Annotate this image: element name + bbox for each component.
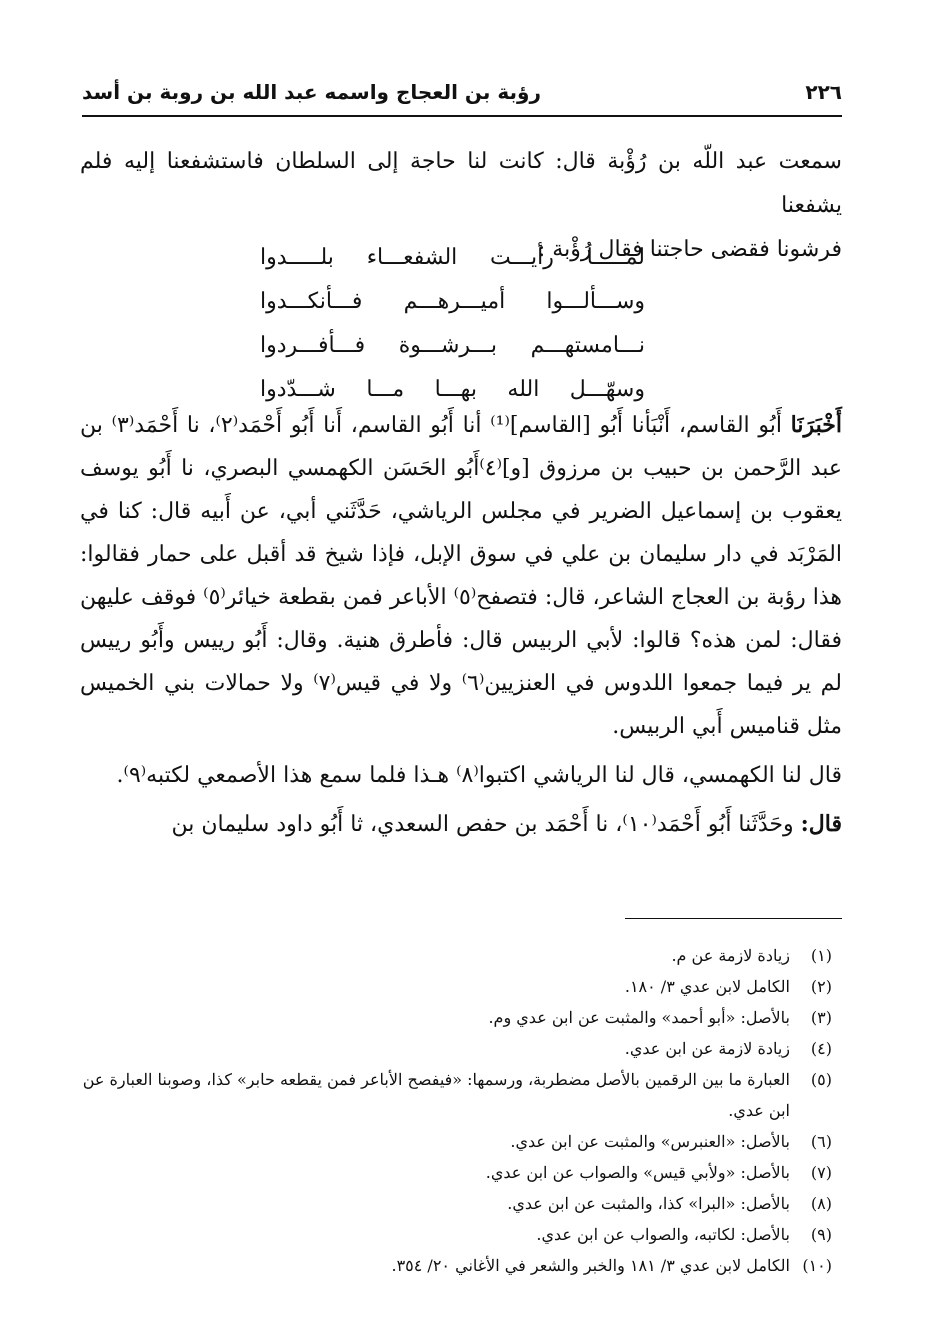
footnote-number: (٨) bbox=[810, 1194, 832, 1213]
poem bbox=[260, 236, 645, 412]
footnote bbox=[80, 1250, 842, 1281]
footnote-number: (١) bbox=[810, 946, 832, 965]
footnote-number: (٢) bbox=[810, 977, 832, 996]
footnote-text: بالأصل: «أبو أحمد» والمثبت عن ابن عدي وم. bbox=[488, 1008, 790, 1027]
paragraph-3 bbox=[80, 803, 842, 846]
paragraph-1-body: أَبُو القاسم، أَنْبَأنا أَبُو [القاسم]⁽¹⁾ أنا أَبُو القاسم، أَنا أَبُو أَحْمَد⁽٢⁾، نا أَحْمَد⁽٣⁾ بن عبد الرَّحمن بن حبيب بن مرزوق [و]⁽٤⁾أَبُو الحَسَن الكهمسي البصري، نا أَبُو يوسف يعقوب بن إسماعيل الضرير في مجلس الرياشي، حَدَّثَني أبي، عن أَبيه قال: كنا في المَرْبَد في دار سليمان بن علي في سوق الإبل، فإذا شيخ قد أقبل على حمار فقالوا: هذا رؤبة بن العجاج الشاعر، قال: فتصفح⁽٥⁾ الأباعر فمن بقطعة خيائر⁽٥⁾ فوقف عليهن فقال: لمن هذه؟ قالوا: لأبي الربيس قال: فأطرق هنية. وقال: أَبُو رييس وأَبُو رييس لم ير فيما جمعوا اللدوس في العنزيين⁽٦⁾ ولا في قيس⁽٧⁾ ولا حمالات بني الخميس مثل قناميس أَبي الربيس. bbox=[80, 413, 843, 739]
paragraph-1-lead: أَخْبَرَنَا bbox=[790, 412, 842, 438]
footnote-text: بالأصل: «العنبرس» والمثبت عن ابن عدي. bbox=[510, 1132, 790, 1151]
footnote-text: العبارة ما بين الرقمين بالأصل مضطربة، ورسمها: «فيفصح الأباعر فمن يقطعه حابر» كذا، وصوبنا العبارة عن ابن عدي. bbox=[82, 1070, 790, 1120]
footnote bbox=[80, 1033, 842, 1064]
main-text bbox=[80, 404, 842, 852]
verse-line: وسهّـــل الله بهـــا مـــا شـــدّدوا bbox=[260, 377, 645, 402]
verse-line: نـــامستهـــم بـــرشـــوة فـــأفـــردوا bbox=[260, 333, 645, 358]
footnote-number: (٣) bbox=[810, 1008, 832, 1027]
footnote-number: (١٠) bbox=[802, 1256, 832, 1275]
paragraph-2: قال لنا الكهمسي، قال لنا الرياشي اكتبوا⁽٨⁾ هـذا فلما سمع هذا الأصمعي لكتبه⁽٩⁾. bbox=[116, 763, 842, 788]
footnote-text: بالأصل: «ولأبي قيس» والصواب عن ابن عدي. bbox=[485, 1163, 790, 1182]
footnote-text: الكامل لابن عدي ٣/ ١٨٠. bbox=[624, 977, 790, 996]
footnote bbox=[80, 1002, 842, 1033]
footnote bbox=[80, 1064, 842, 1126]
footnote-text: بالأصل: لكاتبه، والصواب عن ابن عدي. bbox=[536, 1225, 790, 1244]
footnote bbox=[80, 971, 842, 1002]
footnote-text: زيادة لازمة عن ابن عدي. bbox=[624, 1039, 790, 1058]
intro-line-1: سمعت عبد اللّه بن رُؤْبة قال: كانت لنا حاجة إلى السلطان فاستشفعنا إليه فلم يشفعنا bbox=[80, 149, 842, 218]
footnote-number: (٤) bbox=[810, 1039, 832, 1058]
paragraph-3-lead: قال: bbox=[800, 811, 842, 837]
page-number: ٢٢٦ bbox=[805, 80, 842, 104]
footnote-text: الكامل لابن عدي ٣/ ١٨١ والخبر والشعر في الأغاني ٢٠/ ٣٥٤. bbox=[391, 1256, 790, 1275]
footnote-number: (٥) bbox=[810, 1070, 832, 1089]
footnote-number: (٩) bbox=[810, 1225, 832, 1244]
intro-line-2: فرشونا فقضى حاجتنا فقال رُؤْبة : bbox=[537, 237, 842, 262]
paragraph-1 bbox=[80, 404, 842, 748]
running-title: رؤبة بن العجاج واسمه عبد الله بن روبة بن أسد bbox=[82, 80, 541, 104]
paragraph-3-body: وحَدَّثَنا أَبُو أَحْمَد⁽١٠⁾، نا أَحْمَد بن حفص السعدي، ثا أَبُو داود سليمان بن bbox=[171, 812, 794, 837]
verse-line: لمـــــا رأيـــت الشفعـــاء بلـــــدوا bbox=[260, 245, 645, 270]
footnotes bbox=[80, 940, 842, 1281]
footnote-number: (٦) bbox=[810, 1132, 832, 1151]
footnote bbox=[80, 1157, 842, 1188]
footnote bbox=[80, 940, 842, 971]
running-head bbox=[82, 74, 842, 114]
footnote-text: بالأصل: «البرا» كذا، والمثبت عن ابن عدي. bbox=[507, 1194, 790, 1213]
header-rule bbox=[82, 115, 842, 117]
footnote bbox=[80, 1188, 842, 1219]
footnote-rule bbox=[625, 918, 842, 919]
footnote bbox=[80, 1126, 842, 1157]
footnote bbox=[80, 1219, 842, 1250]
footnote-number: (٧) bbox=[810, 1163, 832, 1182]
verse-line: وســـألـــوا أميـــرهـــم فـــأنكـــدوا bbox=[260, 289, 645, 314]
footnote-text: زيادة لازمة عن م. bbox=[671, 946, 790, 965]
